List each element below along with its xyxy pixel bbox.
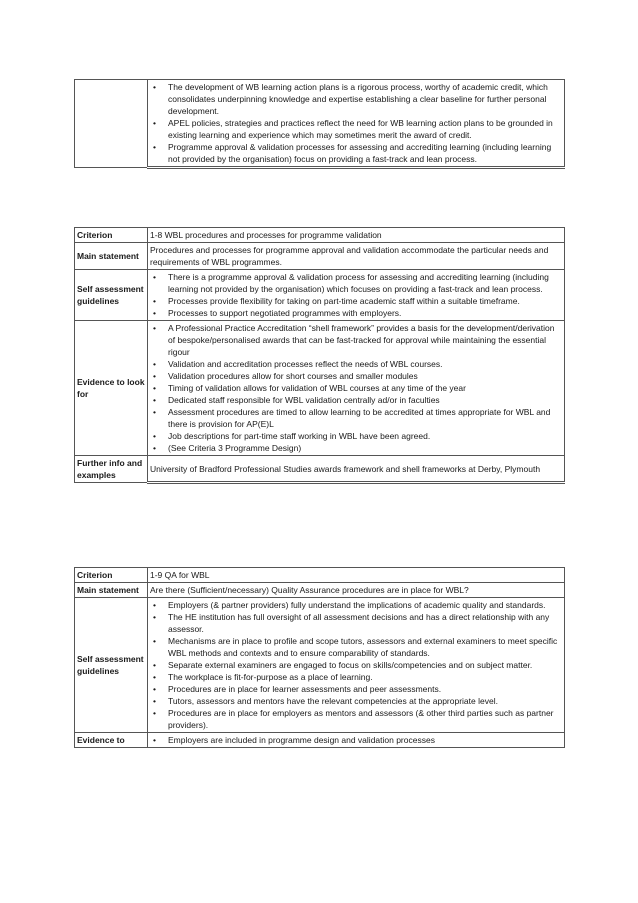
bullet-item: • Processes provide flexibility for taking on part-time academic staff within a suitable timeframe. [150, 295, 562, 307]
bullet-item: • Mechanisms are in place to profile and scope tutors, assessors and external examiners to meet specific WBL methods and contexts and to ensure comparability of standards. [150, 635, 562, 659]
bullet-item: • Programme approval & validation processes for assessing and accrediting learning (including learning not provided by the organisation) focus on providing a fast-track and lean process. [150, 141, 562, 165]
evidence-bullets-cell [148, 321, 565, 456]
evidence-label: Evidence to look for [75, 321, 148, 456]
criterion-1-9-table [74, 567, 565, 748]
self-assessment-label: Self assessment guidelines [75, 270, 148, 321]
bullet-item: • The HE institution has full oversight of all assessment decisions and has a direct relationship with any assessor. [150, 611, 562, 635]
bullet-item: • A Professional Practice Accreditation “shell framework” provides a basis for the development/derivation of bespoke/personalised awards that can be fast-tracked for approval while maintaining the essential rigour [150, 322, 562, 358]
continuation-table [74, 79, 565, 169]
further-info-value: University of Bradford Professional Studies awards framework and shell frameworks at Derby, Plymouth [148, 456, 565, 483]
bullet-item: • Tutors, assessors and mentors have the relevant competencies at the appropriate level. [150, 695, 562, 707]
bullet-item: • Validation and accreditation processes reflect the needs of WBL courses. [150, 358, 562, 370]
bullet-item: • Dedicated staff responsible for WBL validation centrally ad/or in faculties [150, 394, 562, 406]
self-assessment-bullet-list [150, 599, 562, 731]
main-statement-label: Main statement [75, 243, 148, 270]
criterion-label: Criterion [75, 228, 148, 243]
criterion-value: 1-9 QA for WBL [148, 568, 565, 583]
bullet-item: • The development of WB learning action plans is a rigorous process, worthy of academic credit, which consolidates underpinning knowledge and expertise establishing a clear baseline for further personal development. [150, 81, 562, 117]
bullet-item: • There is a programme approval & validation process for assessing and accrediting learning (including learning not provided by the organisation) which focuses on providing a fast-track and lean process. [150, 271, 562, 295]
self-assessment-bullets-cell [148, 598, 565, 733]
bullet-item: • Timing of validation allows for validation of WBL courses at any time of the year [150, 382, 562, 394]
self-assessment-label: Self assessment guidelines [75, 598, 148, 733]
bullet-item: • Processes to support negotiated programmes with employers. [150, 307, 562, 319]
evidence-bullet-list [150, 734, 562, 746]
bullet-item: • Separate external examiners are engaged to focus on skills/competencies and on subject matter. [150, 659, 562, 671]
empty-label-cell [75, 80, 148, 168]
bullet-item: • Procedures are in place for learner assessments and peer assessments. [150, 683, 562, 695]
self-assessment-bullets-cell [148, 270, 565, 321]
continuation-bullet-list [150, 81, 562, 165]
bullet-item: • Assessment procedures are timed to allow learning to be accredited at times appropriate for WBL and there is provision for AP(E)L [150, 406, 562, 430]
main-statement-value: Procedures and processes for programme approval and validation accommodate the particular needs and requirements of WBL programmes. [148, 243, 565, 270]
main-statement-label: Main statement [75, 583, 148, 598]
further-info-label: Further info and examples [75, 456, 148, 483]
evidence-bullet-list [150, 322, 562, 454]
bullet-item: • Validation procedures allow for short courses and smaller modules [150, 370, 562, 382]
main-statement-value: Are there (Sufficient/necessary) Quality Assurance procedures are in place for WBL? [148, 583, 565, 598]
self-assessment-bullet-list [150, 271, 562, 319]
bullet-item: • The workplace is fit-for-purpose as a place of learning. [150, 671, 562, 683]
evidence-bullets-cell [148, 733, 565, 748]
bullet-item: • Employers are included in programme design and validation processes [150, 734, 562, 746]
continuation-bullets-cell [148, 80, 565, 168]
evidence-label: Evidence to [75, 733, 148, 748]
bullet-item: • Job descriptions for part-time staff working in WBL have been agreed. [150, 430, 562, 442]
bullet-item: • APEL policies, strategies and practices reflect the need for WB learning action plans to be grounded in existing learning and experience which may sometimes merit the award of credit. [150, 117, 562, 141]
criterion-value: 1-8 WBL procedures and processes for programme validation [148, 228, 565, 243]
criterion-label: Criterion [75, 568, 148, 583]
bullet-item: • Procedures are in place for employers as mentors and assessors (& other third parties such as partner providers). [150, 707, 562, 731]
bullet-item: • (See Criteria 3 Programme Design) [150, 442, 562, 454]
bullet-item: • Employers (& partner providers) fully understand the implications of academic quality and standards. [150, 599, 562, 611]
criterion-1-8-table [74, 227, 565, 484]
